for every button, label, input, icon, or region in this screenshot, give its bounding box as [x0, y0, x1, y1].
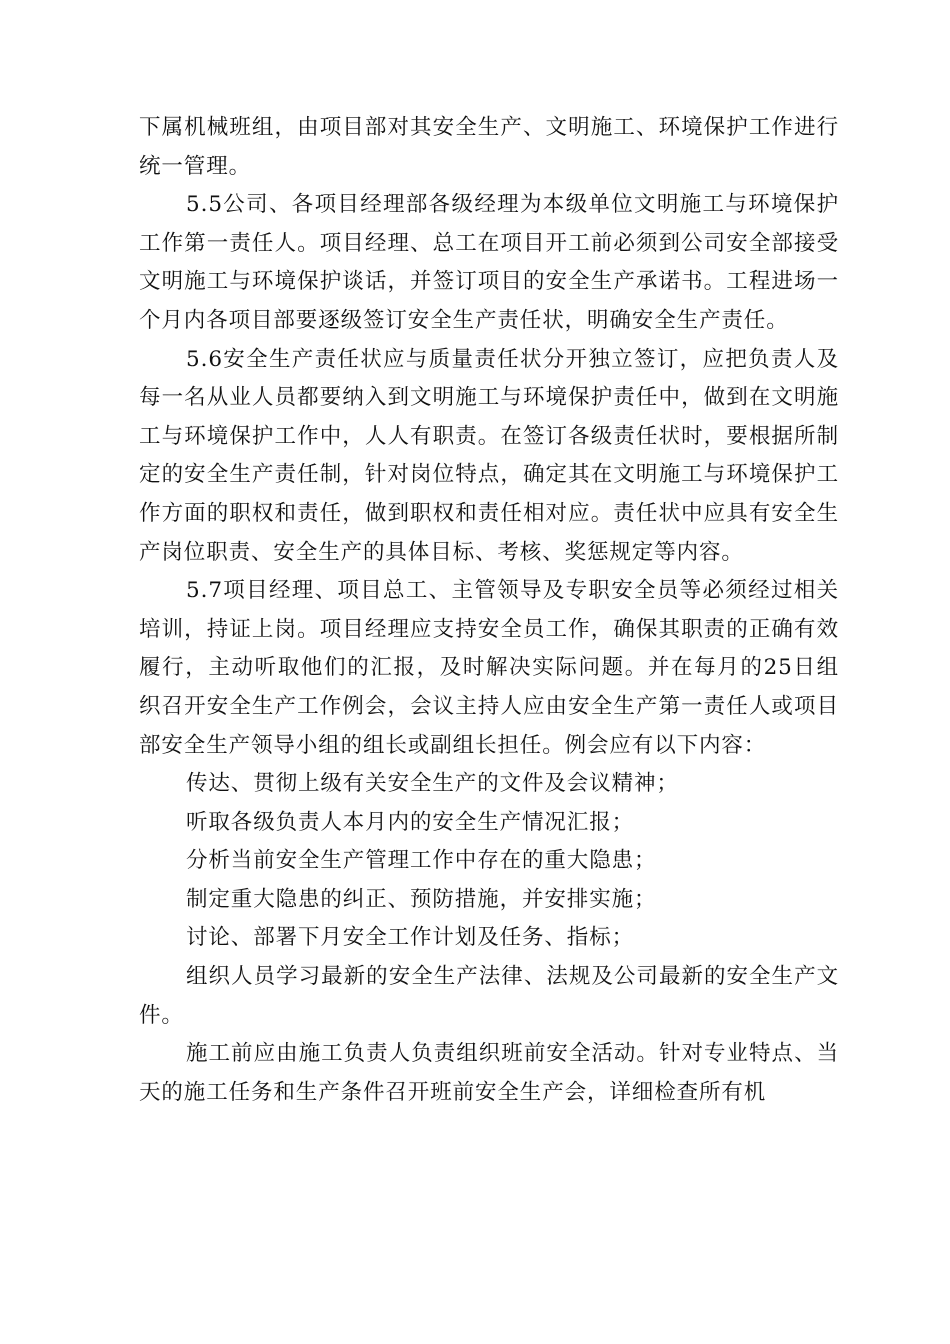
paragraph-1: 下属机械班组，由项目部对其安全生产、文明施工、环境保护工作进行统一管理。	[139, 115, 839, 179]
list-item-4: 制定重大隐患的纠正、预防措施，并安排实施；	[186, 886, 657, 912]
paragraph-4: 5.7项目经理、项目总工、主管领导及专职安全员等必须经过相关培训，持证上岗。项目经理应支持安全员工作，确保其职责的正确有效履行，主动听取他们的汇报，及时解决实际问题。并在每月的25日组织召开安全生产工作例会，会议主持人应由安全生产第一责任人或项目部安全生产领导小组的组长或副组长担任。例会应有以下内容：	[139, 578, 839, 758]
list-item-6: 组织人员学习最新的安全生产法律、法规及公司最新的安全生产文件。	[139, 964, 839, 1028]
paragraph-2: 5.5公司、各项目经理部各级经理为本级单位文明施工与环境保护工作第一责任人。项目经理、总工在项目开工前必须到公司安全部接受文明施工与环境保护谈话，并签订项目的安全生产承诺书。工程进场一个月内各项目部要逐级签订安全生产责任状，明确安全生产责任。	[139, 192, 839, 333]
paragraph-5: 施工前应由施工负责人负责组织班前安全活动。针对专业特点、当天的施工任务和生产条件召开班前安全生产会，详细检查所有机	[139, 1041, 839, 1105]
document-body	[139, 109, 839, 1112]
list-item-1: 传达、贯彻上级有关安全生产的文件及会议精神；	[186, 771, 679, 797]
list-item-3: 分析当前安全生产管理工作中存在的重大隐患；	[186, 848, 657, 874]
paragraph-3: 5.6安全生产责任状应与质量责任状分开独立签订，应把负责人及每一名从业人员都要纳入到文明施工与环境保护责任中，做到在文明施工与环境保护工作中，人人有职责。在签订各级责任状时，要根据所制定的安全生产责任制，针对岗位特点，确定其在文明施工与环境保护工作方面的职权和责任，做到职权和责任相对应。责任状中应具有安全生产岗位职责、安全生产的具体目标、考核、奖惩规定等内容。	[139, 346, 839, 565]
list-item-5: 讨论、部署下月安全工作计划及任务、指标；	[186, 925, 635, 951]
list-item-2: 听取各级负责人本月内的安全生产情况汇报；	[186, 809, 635, 835]
